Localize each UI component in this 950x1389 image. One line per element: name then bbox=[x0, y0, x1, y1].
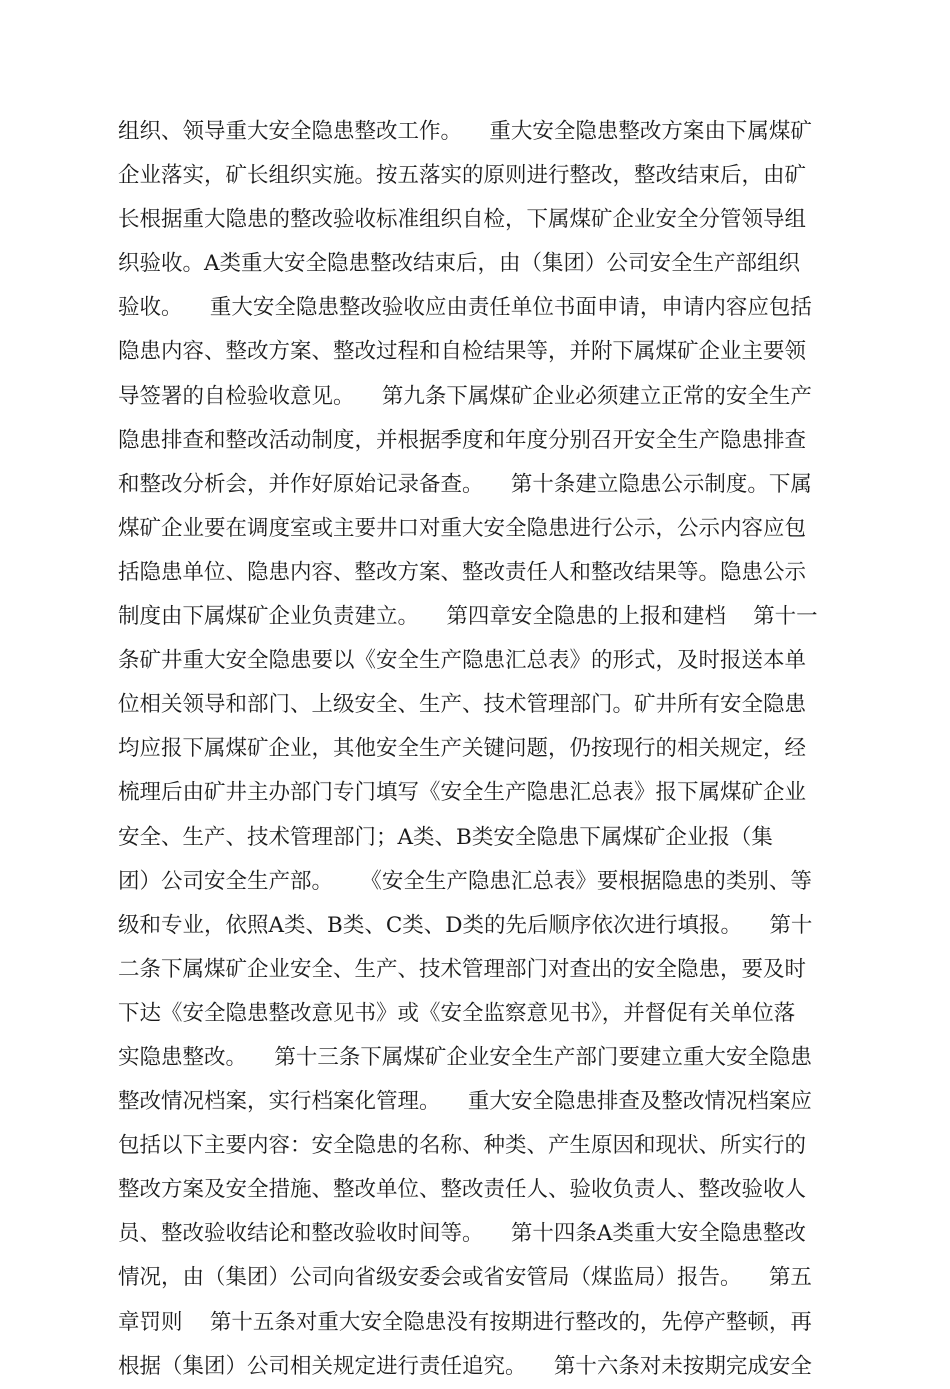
text-line: 员、整改验收结论和整改验收时间等。 第十四条A类重大安全隐患整改 bbox=[118, 1221, 806, 1247]
text-line: 隐患排查和整改活动制度，并根据季度和年度分别召开安全生产隐患排查 bbox=[118, 427, 807, 453]
text-line: 章罚则 第十五条对重大安全隐患没有按期进行整改的，先停产整顿，再 bbox=[118, 1309, 812, 1335]
text-line: 二条下属煤矿企业安全、生产、技术管理部门对查出的安全隐患，要及时 bbox=[118, 956, 807, 982]
text-line: 包括以下主要内容：安全隐患的名称、种类、产生原因和现状、所实行的 bbox=[118, 1133, 807, 1159]
text-line: 和整改分析会，并作好原始记录备查。 第十条建立隐患公示制度。下属 bbox=[118, 471, 812, 497]
text-line: 梳理后由矿井主办部门专门填写《安全生产隐患汇总表》报下属煤矿企业 bbox=[118, 780, 807, 806]
text-line: 团）公司安全生产部。 《安全生产隐患汇总表》要根据隐患的类别、等 bbox=[118, 868, 812, 894]
body-text bbox=[118, 110, 838, 1389]
text-line: 情况，由（集团）公司向省级安委会或省安管局（煤监局）报告。 第五 bbox=[118, 1265, 812, 1291]
text-line: 隐患内容、整改方案、整改过程和自检结果等，并附下属煤矿企业主要领 bbox=[118, 339, 807, 365]
text-line: 组织、领导重大安全隐患整改工作。 重大安全隐患整改方案由下属煤矿 bbox=[118, 119, 812, 144]
text-line: 级和专业，依照A类、B类、C类、D类的先后顺序依次进行填报。 第十 bbox=[118, 912, 813, 938]
text-line: 均应报下属煤矿企业，其他安全生产关键问题，仍按现行的相关规定，经 bbox=[118, 736, 807, 762]
text-line: 长根据重大隐患的整改验收标准组织自检，下属煤矿企业安全分管领导组 bbox=[118, 207, 807, 233]
text-line: 整改情况档案，实行档案化管理。 重大安全隐患排查及整改情况档案应 bbox=[118, 1089, 812, 1115]
text-line: 整改方案及安全措施、整改单位、整改责任人、验收负责人、整改验收人 bbox=[118, 1177, 807, 1203]
text-line: 根据（集团）公司相关规定进行责任追究。 第十六条对未按期完成安全 bbox=[118, 1353, 812, 1379]
text-line: 织验收。A类重大安全隐患整改结束后，由（集团）公司安全生产部组织 bbox=[118, 251, 801, 277]
text-line: 位相关领导和部门、上级安全、生产、技术管理部门。矿井所有安全隐患 bbox=[118, 692, 807, 718]
text-line: 实隐患整改。 第十三条下属煤矿企业安全生产部门要建立重大安全隐患 bbox=[118, 1044, 812, 1070]
text-line: 制度由下属煤矿企业负责建立。 第四章安全隐患的上报和建档 第十一 bbox=[118, 604, 818, 630]
text-line: 煤矿企业要在调度室或主要井口对重大安全隐患进行公示，公示内容应包 bbox=[118, 515, 807, 541]
text-line: 验收。 重大安全隐患整改验收应由责任单位书面申请，申请内容应包括 bbox=[118, 295, 812, 321]
text-line: 括隐患单位、隐患内容、整改方案、整改责任人和整改结果等。隐患公示 bbox=[118, 559, 807, 585]
text-line: 企业落实，矿长组织实施。按五落实的原则进行整改，整改结束后，由矿 bbox=[118, 163, 807, 189]
text-line: 下达《安全隐患整改意见书》或《安全监察意见书》，并督促有关单位落 bbox=[118, 1000, 796, 1026]
text-line: 导签署的自检验收意见。 第九条下属煤矿企业必须建立正常的安全生产 bbox=[118, 383, 812, 409]
text-line: 安全、生产、技术管理部门；A类、B类安全隐患下属煤矿企业报（集 bbox=[118, 824, 773, 850]
text-line: 条矿井重大安全隐患要以《安全生产隐患汇总表》的形式，及时报送本单 bbox=[118, 648, 807, 674]
